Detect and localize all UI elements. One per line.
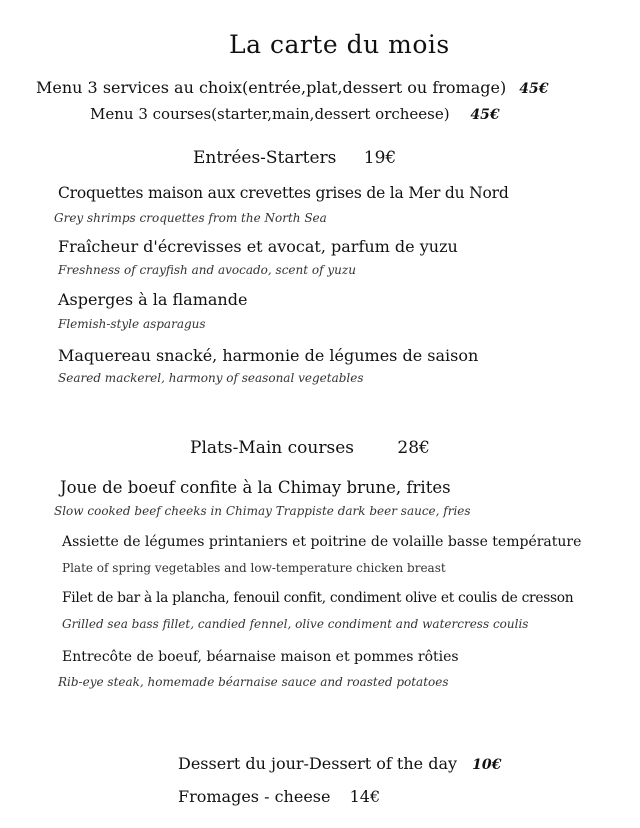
menu-offer-fr xyxy=(36,78,549,97)
mains-heading xyxy=(190,438,430,458)
menu-offer-fr-text: Menu 3 services au choix(entrée,plat,dessert ou fromage) xyxy=(36,78,507,97)
starter-3-fr: Asperges à la flamande xyxy=(58,290,248,309)
menu-offer-en-text: Menu 3 courses(starter,main,dessert orcheese) xyxy=(90,105,450,123)
main-3-fr: Filet de bar à la plancha, fenouil confit, condiment olive et coulis de cresson xyxy=(62,590,574,606)
main-4-en: Rib-eye steak, homemade béarnaise sauce and roasted potatoes xyxy=(58,675,449,689)
starter-3-en: Flemish-style asparagus xyxy=(58,317,206,331)
main-2-en: Plate of spring vegetables and low-temperature chicken breast xyxy=(62,561,446,575)
starter-1-fr: Croquettes maison aux crevettes grises de la Mer du Nord xyxy=(58,184,509,202)
starters-heading xyxy=(193,148,396,168)
starters-price: 19€ xyxy=(363,148,397,168)
mains-title: Plats-Main courses xyxy=(190,438,354,458)
main-4-fr: Entrecôte de boeuf, béarnaise maison et pommes rôties xyxy=(62,649,459,665)
starters-title: Entrées-Starters xyxy=(193,148,337,168)
main-1-en: Slow cooked beef cheeks in Chimay Trappiste dark beer sauce, fries xyxy=(54,504,471,518)
cheese-price: 14€ xyxy=(349,787,381,806)
menu-offer-en xyxy=(90,105,500,123)
starter-2-fr: Fraîcheur d'écrevisses et avocat, parfum de yuzu xyxy=(58,237,458,256)
starter-4-en: Seared mackerel, harmony of seasonal vegetables xyxy=(58,371,364,385)
starter-2-en: Freshness of crayfish and avocado, scent of yuzu xyxy=(58,263,356,277)
main-1-fr: Joue de boeuf confite à la Chimay brune, frites xyxy=(60,478,451,497)
mains-price: 28€ xyxy=(397,438,430,458)
starter-4-fr: Maquereau snacké, harmonie de légumes de saison xyxy=(58,346,479,365)
cheese-line xyxy=(178,787,380,806)
dessert-line xyxy=(178,754,501,773)
dessert-text: Dessert du jour-Dessert of the day xyxy=(178,754,458,773)
cheese-text: Fromages - cheese xyxy=(178,787,331,806)
main-2-fr: Assiette de légumes printaniers et poitrine de volaille basse température xyxy=(62,534,582,550)
menu-offer-en-price: 45€ xyxy=(470,107,500,123)
dessert-price: 10€ xyxy=(472,757,502,773)
main-3-en: Grilled sea bass fillet, candied fennel, olive condiment and watercress coulis xyxy=(62,617,529,631)
menu-offer-fr-price: 45€ xyxy=(519,81,549,97)
page-title: La carte du mois xyxy=(229,30,450,59)
starter-1-en: Grey shrimps croquettes from the North Sea xyxy=(54,211,327,225)
